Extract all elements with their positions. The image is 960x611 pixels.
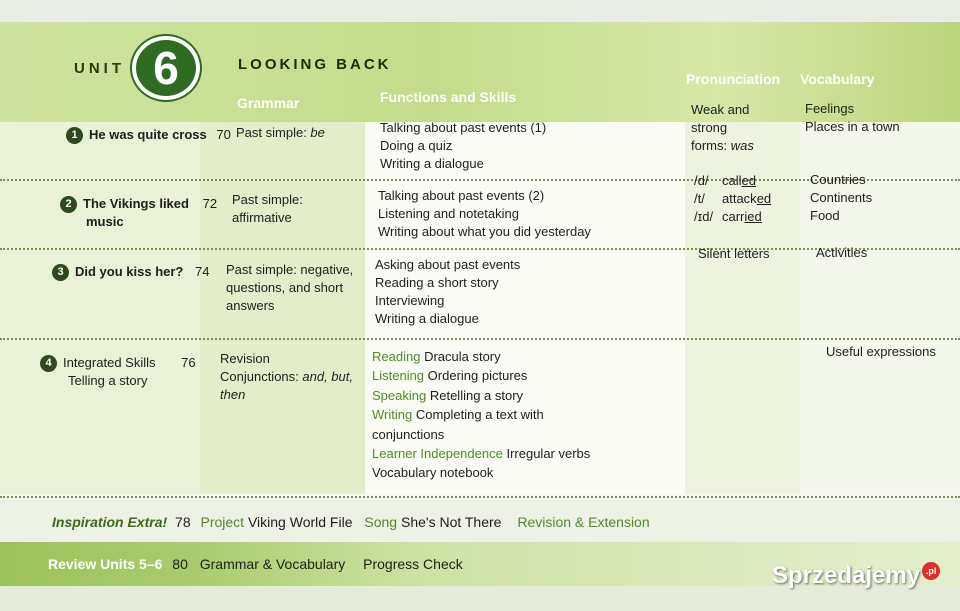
pronunciation-item: forms:	[691, 138, 731, 153]
grammar-text: Conjunctions:	[220, 369, 303, 384]
pronunciation-word: call	[722, 173, 742, 188]
pronunciation-item: Silent letters	[698, 246, 770, 261]
lesson-title: Integrated Skills	[63, 355, 156, 370]
lesson-title: He was quite cross	[89, 127, 207, 142]
function-item: Asking about past events	[375, 257, 521, 272]
project-label: Project	[200, 514, 245, 530]
vocabulary-item: Food	[810, 208, 840, 223]
function-item: Writing a dialogue	[380, 156, 484, 171]
grammar-text: Past simple:	[232, 192, 303, 207]
row-separator	[0, 496, 960, 498]
vocabulary-cell	[810, 171, 872, 225]
ipa-symbol: /ɪd/	[694, 209, 714, 224]
column-header-functions: Functions and Skills	[380, 89, 517, 105]
vocabulary-item: Places in a town	[805, 119, 900, 134]
page-number: 78	[175, 514, 191, 530]
pronunciation-word: attack	[722, 191, 757, 206]
page-number: 74	[195, 264, 210, 279]
row-number-badge: 3	[52, 264, 69, 281]
song-text: She's Not There	[400, 514, 502, 530]
function-item: Listening and notetaking	[378, 206, 519, 221]
pronunciation-cell	[694, 172, 771, 226]
skill-text-continued: conjunctions	[372, 426, 445, 442]
section-title: LOOKING BACK	[238, 56, 392, 73]
function-item: Reading a short story	[375, 275, 499, 290]
vocabulary-item: Feelings	[805, 101, 855, 116]
unit-row-2-title	[60, 195, 217, 231]
skill-text: Dracula story	[424, 349, 501, 364]
review-row	[48, 555, 463, 573]
grammar-text: questions, and short	[226, 280, 344, 295]
vocabulary-cell	[826, 343, 936, 361]
function-item: Writing about what you did yesterday	[378, 224, 591, 239]
inspiration-title: Inspiration	[52, 514, 128, 530]
skill-label: Reading	[372, 349, 421, 364]
skill-text: Completing a text with	[415, 407, 544, 423]
skill-label: Writing	[372, 407, 413, 423]
functions-cell	[375, 256, 520, 328]
grammar-text: Past simple: negative,	[226, 262, 354, 277]
skill-text: Retelling a story	[429, 387, 524, 403]
review-item: Grammar & Vocabulary	[199, 556, 346, 572]
column-header-vocabulary: Vocabulary	[800, 71, 875, 87]
watermark-dot: .pl	[922, 562, 940, 580]
grammar-text: answers	[226, 298, 275, 313]
function-item: Talking about past events (2)	[378, 188, 545, 203]
ipa-symbol: /d/	[694, 173, 709, 188]
revision-extension: Revision & Extension	[517, 514, 650, 530]
row-number-badge: 1	[66, 127, 83, 144]
function-item: Interviewing	[375, 293, 445, 308]
top-strip	[0, 0, 960, 22]
grammar-cell	[236, 124, 325, 142]
grammar-emphasis: and, but,	[302, 369, 353, 384]
skill-label: Learner Independence	[372, 446, 503, 462]
pronunciation-item: Weak and	[691, 102, 750, 117]
pronunciation-ending: ied	[744, 209, 762, 224]
lesson-title: The Vikings liked	[83, 196, 189, 211]
pronunciation-cell	[691, 101, 754, 155]
lesson-title: Did you kiss her?	[75, 264, 184, 279]
grammar-text: Revision	[220, 351, 270, 366]
row-number-badge: 2	[60, 196, 77, 213]
skill-label: Speaking	[372, 387, 427, 403]
unit-row-1-title	[66, 126, 231, 144]
functions-cell	[380, 119, 546, 173]
watermark-logo	[772, 562, 940, 590]
vocabulary-cell	[805, 100, 900, 136]
ipa-symbol: /t/	[694, 191, 705, 206]
skill-text: Ordering pictures	[427, 368, 528, 384]
page-number: 76	[181, 355, 196, 370]
vocabulary-item: Useful expressions	[826, 344, 936, 359]
vocabulary-item: Continents	[810, 190, 873, 205]
unit-number-badge: 6	[132, 36, 200, 100]
pronunciation-ending: ed	[741, 173, 756, 188]
column-header-grammar: Grammar	[237, 95, 300, 111]
function-item: Doing a quiz	[380, 138, 453, 153]
unit-row-3-title	[52, 263, 209, 281]
grammar-cell	[232, 191, 303, 227]
inspiration-title-extra: Extra!	[127, 514, 168, 530]
grammar-emphasis: then	[220, 387, 246, 402]
pronunciation-cell	[698, 245, 770, 263]
column-stripe-unit	[0, 122, 200, 494]
review-item: Progress Check	[363, 556, 463, 572]
page-number: 80	[172, 556, 188, 572]
review-title: Review Units 5–6	[48, 556, 163, 572]
unit-label: UNIT	[74, 60, 125, 77]
watermark-text: Sprzedajemy	[772, 562, 921, 589]
grammar-cell	[220, 350, 353, 404]
grammar-text: affirmative	[232, 210, 292, 225]
skill-text: Vocabulary notebook	[372, 465, 494, 481]
vocabulary-item: Countries	[810, 172, 866, 187]
row-separator	[0, 338, 960, 340]
vocabulary-item: Activities	[816, 245, 868, 260]
pronunciation-emphasis: was	[730, 138, 754, 153]
page-number: 70	[216, 127, 231, 142]
grammar-emphasis: be	[310, 125, 325, 140]
pronunciation-item: strong	[691, 120, 728, 135]
function-item: Talking about past events (1)	[380, 120, 547, 135]
unit-row-4-title	[40, 354, 196, 390]
functions-cell	[378, 187, 591, 241]
pronunciation-ending: ed	[756, 191, 772, 206]
lesson-title-line2: Telling a story	[68, 373, 148, 389]
skills-cell	[372, 347, 590, 483]
vocabulary-cell	[816, 244, 867, 262]
page-number: 72	[202, 196, 218, 211]
pronunciation-word: carr	[722, 209, 745, 224]
lesson-title-line2: music	[86, 214, 124, 230]
skill-label: Listening	[372, 368, 425, 384]
inspiration-row	[52, 513, 650, 531]
row-number-badge: 4	[40, 355, 57, 372]
project-text: Viking World File	[247, 514, 353, 530]
song-label: Song	[364, 514, 398, 530]
grammar-cell	[226, 261, 353, 315]
skill-text: Irregular verbs	[506, 446, 591, 462]
function-item: Writing a dialogue	[375, 311, 479, 326]
grammar-text: Past simple:	[236, 125, 311, 140]
column-header-pronunciation: Pronunciation	[686, 71, 781, 87]
